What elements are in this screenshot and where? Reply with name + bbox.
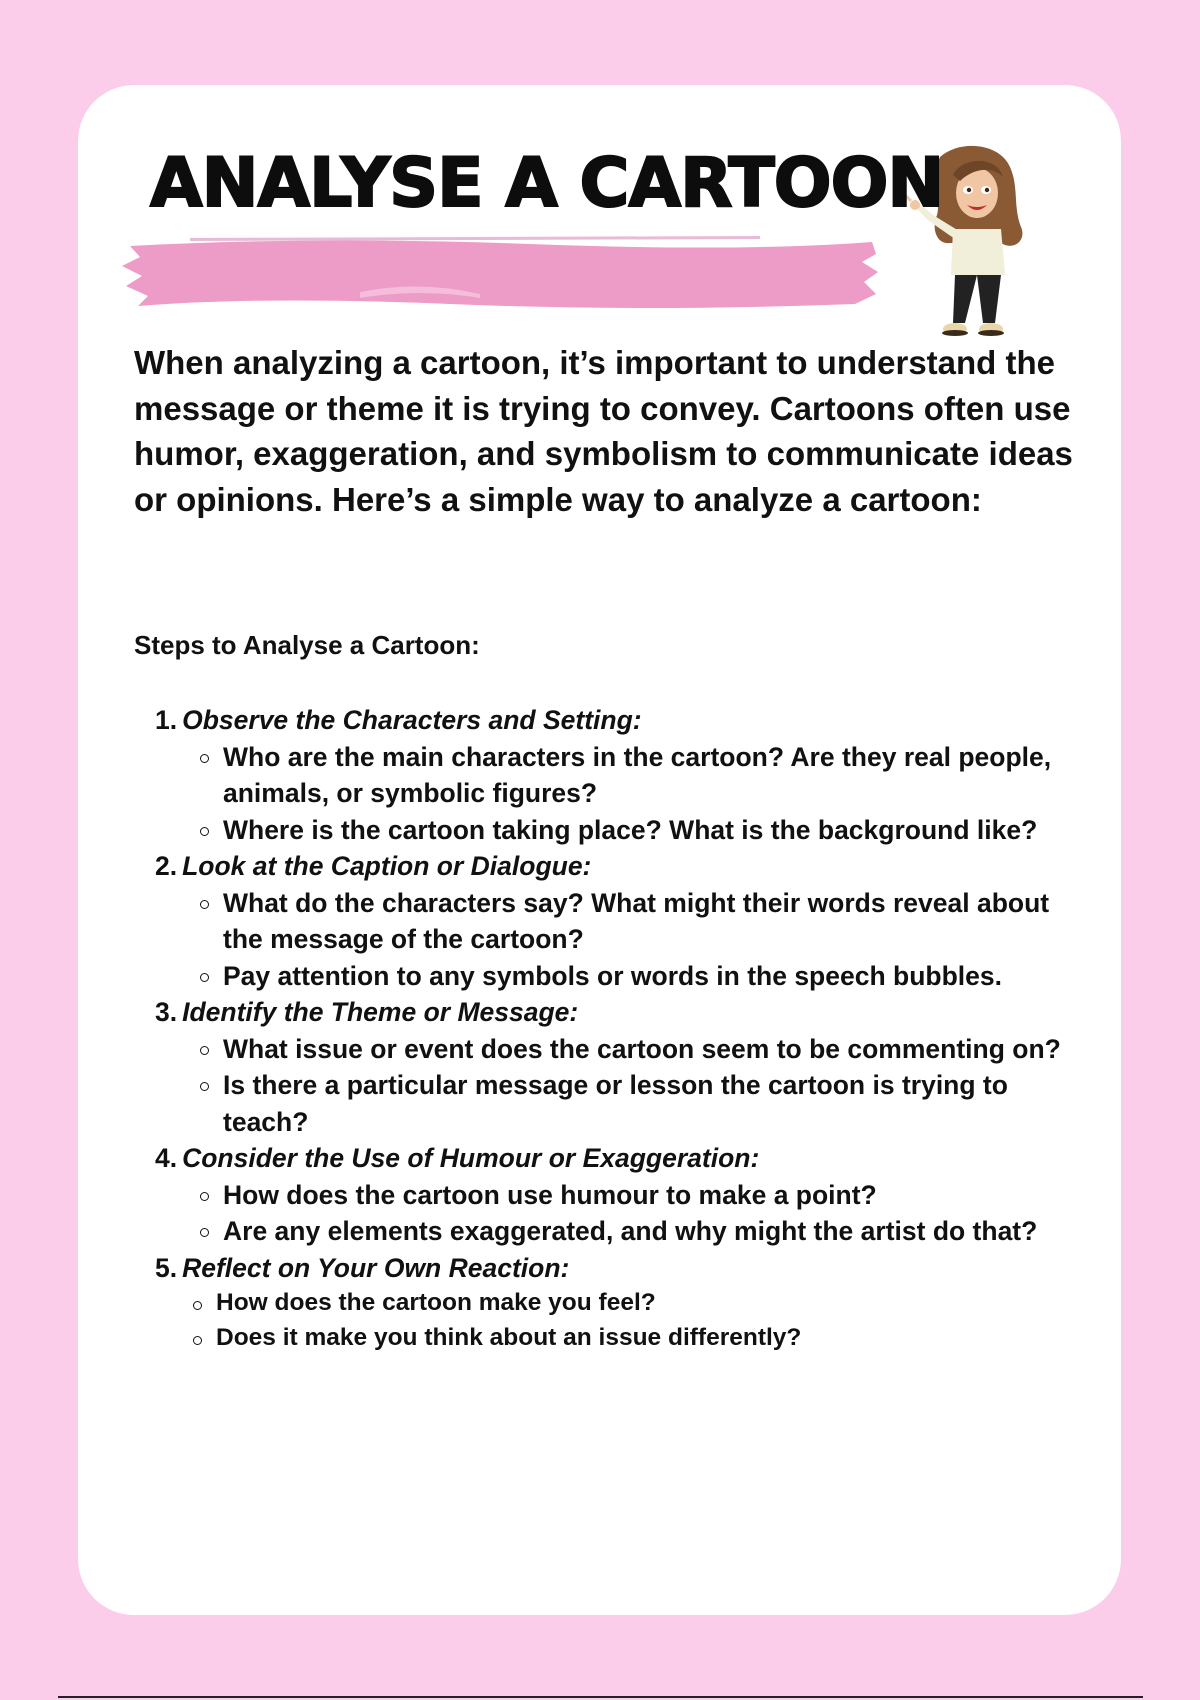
bullet-item: Pay attention to any symbols or words in the speech bubbles. bbox=[200, 958, 1085, 995]
footer-divider bbox=[58, 1696, 1143, 1698]
step-item bbox=[155, 702, 1085, 848]
bullet-item: How does the cartoon use humour to make a point? bbox=[200, 1177, 1085, 1214]
step-heading bbox=[155, 702, 1085, 739]
steps-list bbox=[155, 702, 1085, 1355]
step-title: Observe the Characters and Setting: bbox=[182, 705, 642, 735]
intro-paragraph: When analyzing a cartoon, it’s important to understand the message or theme it is trying to convey. Cartoons often use humor, exaggeration, and symbolism to communicate ideas or opinions. Here’s a simple way to analyze a cartoon: bbox=[134, 344, 1073, 518]
step-item bbox=[155, 994, 1085, 1140]
step-heading bbox=[155, 994, 1085, 1031]
step-title: Reflect on Your Own Reaction: bbox=[182, 1252, 570, 1283]
step-number: 1. bbox=[155, 705, 178, 735]
step-title: Identify the Theme or Message: bbox=[182, 997, 579, 1027]
step-bullets bbox=[155, 1177, 1085, 1250]
step-number: 2. bbox=[155, 851, 178, 881]
step-bullets bbox=[155, 885, 1085, 995]
bullet-item: What issue or event does the cartoon seem to be commenting on? bbox=[200, 1031, 1085, 1068]
step-heading bbox=[155, 1140, 1085, 1177]
step-title: Look at the Caption or Dialogue: bbox=[182, 851, 592, 881]
bullet-item: Where is the cartoon taking place? What is the background like? bbox=[200, 812, 1085, 849]
step-title: Consider the Use of Humour or Exaggeration: bbox=[182, 1143, 760, 1173]
bullet-item: Who are the main characters in the cartoon? Are they real people, animals, or symbolic figures? bbox=[200, 739, 1085, 812]
step-number: 3. bbox=[155, 997, 178, 1027]
step-heading bbox=[155, 848, 1085, 885]
step-item bbox=[155, 1140, 1085, 1250]
step-bullets bbox=[155, 739, 1085, 849]
step-number: 5. bbox=[155, 1252, 178, 1283]
step-number: 4. bbox=[155, 1143, 178, 1173]
bullet-item: Is there a particular message or lesson the cartoon is trying to teach? bbox=[200, 1067, 1085, 1140]
step-bullets bbox=[155, 1286, 1085, 1355]
step-bullets bbox=[155, 1031, 1085, 1141]
brush-stroke bbox=[120, 232, 880, 314]
steps-heading: Steps to Analyse a Cartoon: bbox=[134, 630, 480, 660]
bullet-item: Are any elements exaggerated, and why might the artist do that? bbox=[200, 1213, 1085, 1250]
bullet-item: What do the characters say? What might their words reveal about the message of the cartoon? bbox=[200, 885, 1085, 958]
step-item bbox=[155, 1250, 1085, 1356]
step-heading bbox=[155, 1250, 1085, 1287]
bullet-item: Does it make you think about an issue differently? bbox=[193, 1321, 1085, 1356]
page-title: ANALYSE A CARTOON bbox=[150, 144, 944, 223]
step-item bbox=[155, 848, 1085, 994]
bullet-item: How does the cartoon make you feel? bbox=[193, 1286, 1085, 1321]
